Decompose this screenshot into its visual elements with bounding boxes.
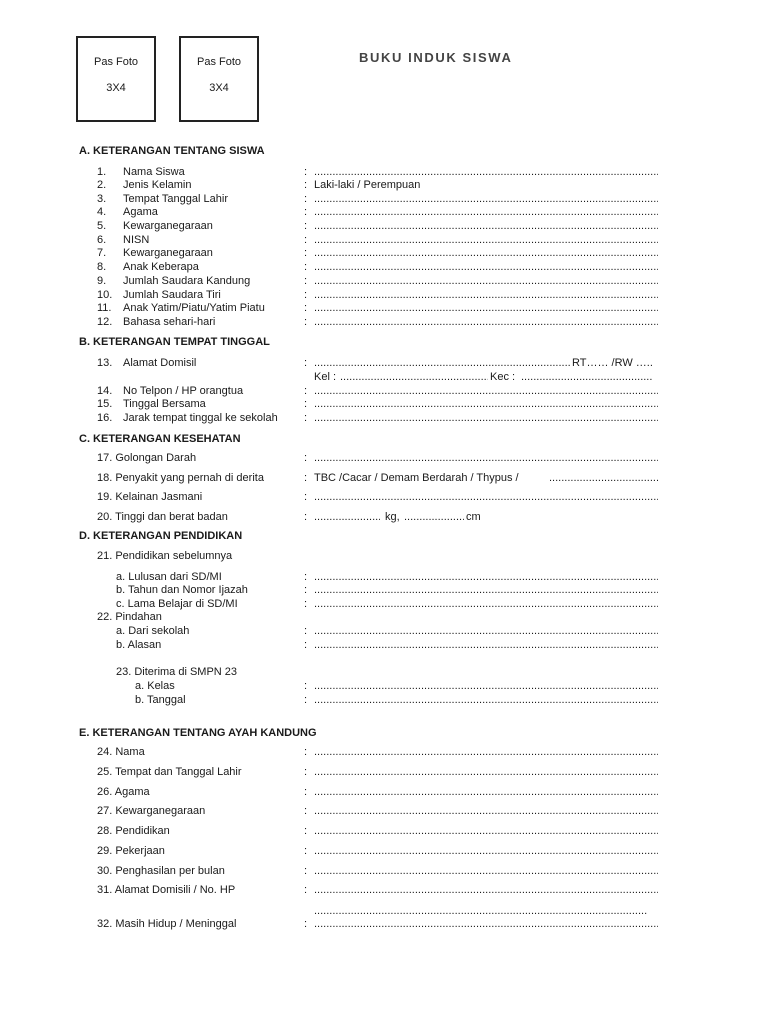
field-blank[interactable] [314,746,658,759]
field-colon: : [304,694,308,706]
field-label: Anak Keberapa [123,261,199,273]
field-blank[interactable] [314,680,658,693]
field-number: 8. [97,261,107,273]
field-colon: : [304,206,308,218]
field-colon: : [304,639,308,651]
field-blank[interactable] [314,302,658,315]
field-blank[interactable] [314,275,658,288]
field-blank[interactable] [314,865,658,878]
field-colon: : [304,884,308,896]
field-label: Jumlah Saudara Kandung [123,275,251,287]
field-blank-disease-other[interactable] [549,472,658,485]
field-label: Jumlah Saudara Tiri [123,289,221,301]
field-blank[interactable] [314,571,658,584]
field-number: 12. [97,316,113,328]
field-blank[interactable] [314,234,658,247]
field-blank-continuation[interactable] [314,905,648,918]
field-colon: : [304,918,308,930]
field-blank-kelurahan[interactable] [340,371,488,384]
field-label: b. Tanggal [135,694,186,706]
field-number: 10. [97,289,113,301]
field-colon: : [304,275,308,287]
field-colon: : [304,179,308,191]
field-blank[interactable] [314,206,658,219]
field-label: Tempat Tanggal Lahir [123,193,228,205]
field-label: a. Dari sekolah [116,625,190,637]
photo-size: 3X4 [209,82,229,94]
field-label: 20. Tinggi dan berat badan [97,511,228,523]
field-label: 18. Penyakit yang pernah di derita [97,472,264,484]
field-number: 9. [97,275,107,287]
field-label: Jarak tempat tinggal ke sekolah [123,412,278,424]
field-colon: : [304,398,308,410]
field-colon: : [304,385,308,397]
field-colon: : [304,220,308,232]
field-number: 6. [97,234,107,246]
field-label: 19. Kelainan Jasmani [97,491,203,503]
field-label: 22. Pindahan [97,611,162,623]
field-label: c. Lama Belajar di SD/MI [116,598,238,610]
field-label: 32. Masih Hidup / Meninggal [97,918,237,930]
field-label: Tinggal Bersama [123,398,206,410]
field-blank[interactable] [314,639,658,652]
field-label: Nama Siswa [123,166,185,178]
field-blank-kecamatan[interactable] [521,371,653,384]
field-label: Bahasa sehari-hari [123,316,216,328]
field-blank[interactable] [314,289,658,302]
field-colon: : [304,625,308,637]
field-blank[interactable] [314,845,658,858]
field-label: Alamat Domisil [123,357,197,369]
field-number: 5. [97,220,107,232]
field-blank[interactable] [314,316,658,329]
section-c-heading: C. KETERANGAN KESEHATAN [79,433,241,445]
field-blank[interactable] [314,825,658,838]
section-b-heading: B. KETERANGAN TEMPAT TINGGAL [79,336,270,348]
field-colon: : [304,412,308,424]
field-label: 28. Pendidikan [97,825,170,837]
field-blank[interactable] [314,584,658,597]
field-colon: : [304,746,308,758]
field-blank[interactable] [314,491,658,504]
field-number: 4. [97,206,107,218]
field-colon: : [304,786,308,798]
page-title: BUKU INDUK SISWA [359,50,513,65]
field-label: a. Lulusan dari SD/MI [116,571,222,583]
photo-box-2 [179,36,259,122]
field-blank[interactable] [314,385,658,398]
field-colon: : [304,357,308,369]
photo-label: Pas Foto [93,56,139,68]
kecamatan-label: Kec : [490,371,516,383]
field-colon: : [304,234,308,246]
field-number: 3. [97,193,107,205]
field-blank[interactable] [314,625,658,638]
field-value-gender[interactable]: Laki-laki / Perempuan [314,179,421,191]
field-blank[interactable] [314,805,658,818]
cm-unit: cm [466,511,481,523]
field-blank[interactable] [314,452,658,465]
field-number: 1. [97,166,107,178]
field-label: Jenis Kelamin [123,179,192,191]
field-number: 13. [97,357,113,369]
field-colon: : [304,511,308,523]
field-label: 31. Alamat Domisili / No. HP [97,884,236,896]
field-label: 24. Nama [97,746,145,758]
field-label: Kewarganegaraan [123,220,213,232]
field-blank-weight[interactable] [404,511,464,524]
field-label: 23. Diterima di SMPN 23 [116,666,238,678]
field-label: 27. Kewarganegaraan [97,805,206,817]
field-blank[interactable] [314,193,658,206]
field-label: a. Kelas [135,680,175,692]
field-blank[interactable] [314,598,658,611]
field-label: 17. Golongan Darah [97,452,197,464]
field-label: Anak Yatim/Piatu/Yatim Piatu [123,302,265,314]
field-colon: : [304,825,308,837]
field-colon: : [304,571,308,583]
field-number: 7. [97,247,107,259]
field-number: 16. [97,412,113,424]
field-label: 26. Agama [97,786,150,798]
section-a-heading: A. KETERANGAN TENTANG SISWA [79,145,265,157]
field-blank-address[interactable] [314,357,570,370]
section-d-heading: D. KETERANGAN PENDIDIKAN [79,530,243,542]
field-label: b. Tahun dan Nomor Ijazah [116,584,248,596]
field-blank[interactable] [314,694,658,707]
field-label: b. Alasan [116,639,162,651]
field-label: 25. Tempat dan Tanggal Lahir [97,766,242,778]
field-colon: : [304,247,308,259]
field-blank[interactable] [314,786,658,799]
field-colon: : [304,289,308,301]
field-number: 2. [97,179,107,191]
field-colon: : [304,472,308,484]
field-blank[interactable] [314,412,658,425]
photo-size: 3X4 [106,82,126,94]
field-label: No Telpon / HP orangtua [123,385,244,397]
field-blank[interactable] [314,220,658,233]
field-blank[interactable] [314,918,658,931]
field-blank[interactable] [314,166,658,179]
field-colon: : [304,261,308,273]
field-number: 15. [97,398,113,410]
field-colon: : [304,316,308,328]
field-colon: : [304,865,308,877]
field-label: 30. Penghasilan per bulan [97,865,225,877]
field-label: Agama [123,206,158,218]
field-number: 14. [97,385,113,397]
field-colon: : [304,598,308,610]
field-colon: : [304,584,308,596]
field-colon: : [304,452,308,464]
field-blank[interactable] [314,766,658,779]
field-blank-height[interactable] [314,511,380,524]
rt-rw-label: RT…… /RW ….. [572,357,653,369]
field-colon: : [304,302,308,314]
kelurahan-label: Kel : [314,371,337,383]
field-label: NISN [123,234,150,246]
photo-label: Pas Foto [196,56,242,68]
field-colon: : [304,680,308,692]
disease-options: TBC /Cacar / Demam Berdarah / Thypus / [314,472,519,484]
field-colon: : [304,805,308,817]
field-blank[interactable] [314,247,658,260]
field-colon: : [304,166,308,178]
field-label: 29. Pekerjaan [97,845,165,857]
field-blank[interactable] [314,261,658,274]
section-e-heading: E. KETERANGAN TENTANG AYAH KANDUNG [79,727,317,739]
field-blank[interactable] [314,398,658,411]
kg-unit: kg, [385,511,400,523]
field-number: 11. [97,302,112,314]
field-colon: : [304,193,308,205]
photo-box-1 [76,36,156,122]
field-colon: : [304,766,308,778]
field-label: Kewarganegaraan [123,247,213,259]
field-colon: : [304,845,308,857]
field-label: 21. Pendidikan sebelumnya [97,550,233,562]
field-blank[interactable] [314,884,658,897]
field-colon: : [304,491,308,503]
